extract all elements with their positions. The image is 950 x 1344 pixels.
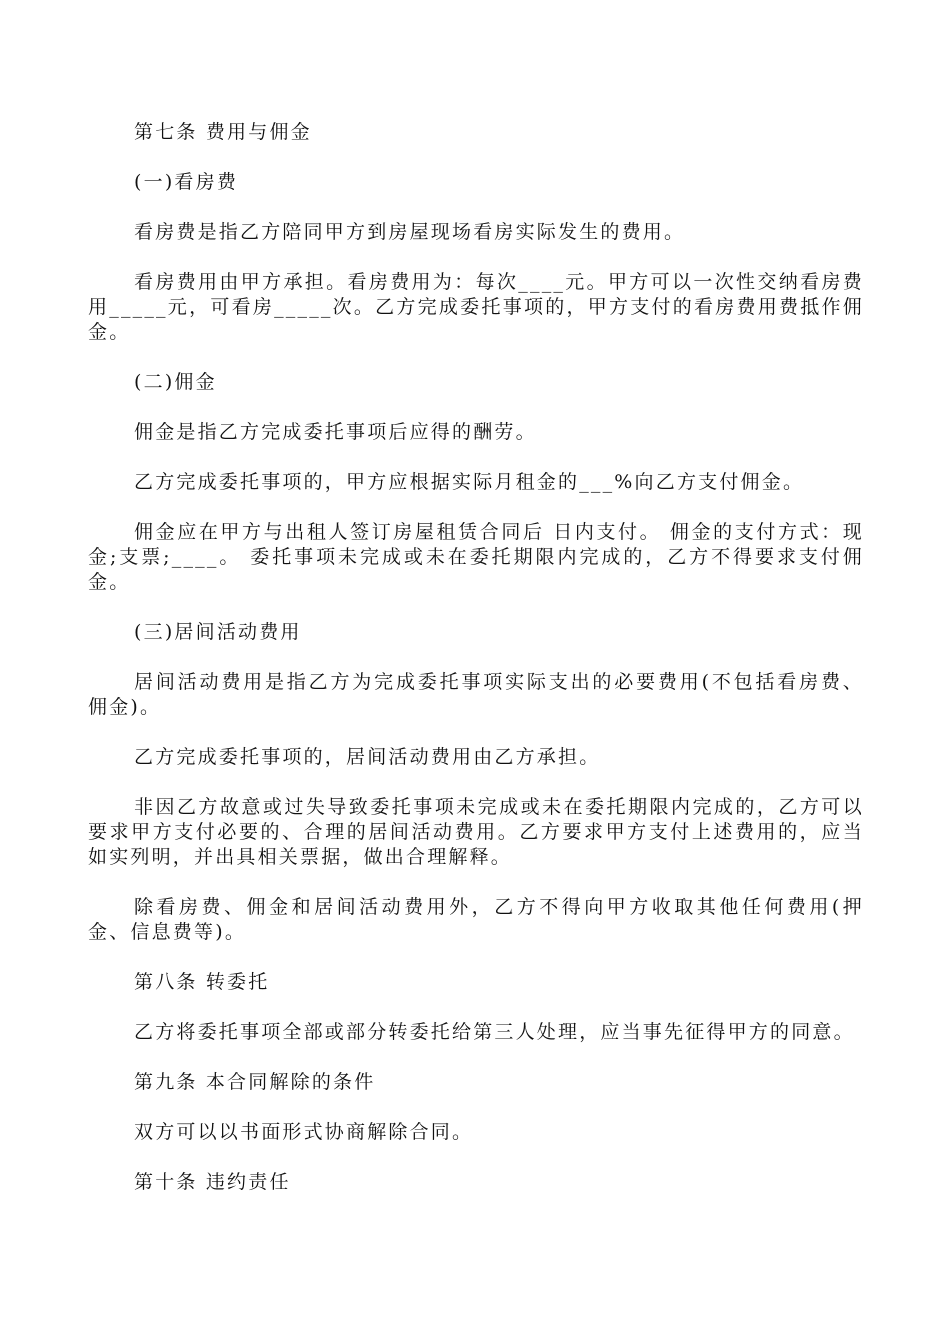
- section-1-heading: (一)看房费: [134, 171, 239, 193]
- article-7-heading: 第七条 费用与佣金: [134, 121, 312, 143]
- document-body: [88, 120, 864, 1220]
- section-2-heading: (二)佣金: [134, 371, 217, 393]
- paragraph: 乙方完成委托事项的，居间活动费用由乙方承担。: [134, 746, 601, 768]
- paragraph: 佣金应在甲方与出租人签订房屋租赁合同后 日内支付。 佣金的支付方式：现金;支票;____。 委托事项未完成或未在委托期限内完成的，乙方不得要求支付佣金。: [88, 521, 864, 593]
- paragraph: 非因乙方故意或过失导致委托事项未完成或未在委托期限内完成的，乙方可以要求甲方支付必要的、合理的居间活动费用。乙方要求甲方支付上述费用的，应当如实列明，并出具相关票据，做出合理解释。: [88, 796, 864, 868]
- article-9-heading: 第九条 本合同解除的条件: [134, 1071, 376, 1093]
- paragraph: 乙方完成委托事项的，甲方应根据实际月租金的___%向乙方支付佣金。: [134, 471, 805, 493]
- paragraph: 佣金是指乙方完成委托事项后应得的酬劳。: [134, 421, 537, 443]
- article-10-heading: 第十条 违约责任: [134, 1171, 291, 1193]
- paragraph: 双方可以以书面形式协商解除合同。: [134, 1121, 474, 1143]
- paragraph: 乙方将委托事项全部或部分转委托给第三人处理，应当事先征得甲方的同意。: [134, 1021, 855, 1043]
- paragraph: 看房费是指乙方陪同甲方到房屋现场看房实际发生的费用。: [134, 221, 686, 243]
- paragraph: 居间活动费用是指乙方为完成委托事项实际支出的必要费用(不包括看房费、佣金)。: [88, 671, 864, 718]
- section-3-heading: (三)居间活动费用: [134, 621, 302, 643]
- paragraph: 除看房费、佣金和居间活动费用外，乙方不得向甲方收取其他任何费用(押金、信息费等)。: [88, 896, 864, 943]
- article-8-heading: 第八条 转委托: [134, 971, 270, 993]
- paragraph: 看房费用由甲方承担。看房费用为：每次____元。甲方可以一次性交纳看房费用_____元，可看房_____次。乙方完成委托事项的，甲方支付的看房费用费抵作佣金。: [88, 271, 864, 343]
